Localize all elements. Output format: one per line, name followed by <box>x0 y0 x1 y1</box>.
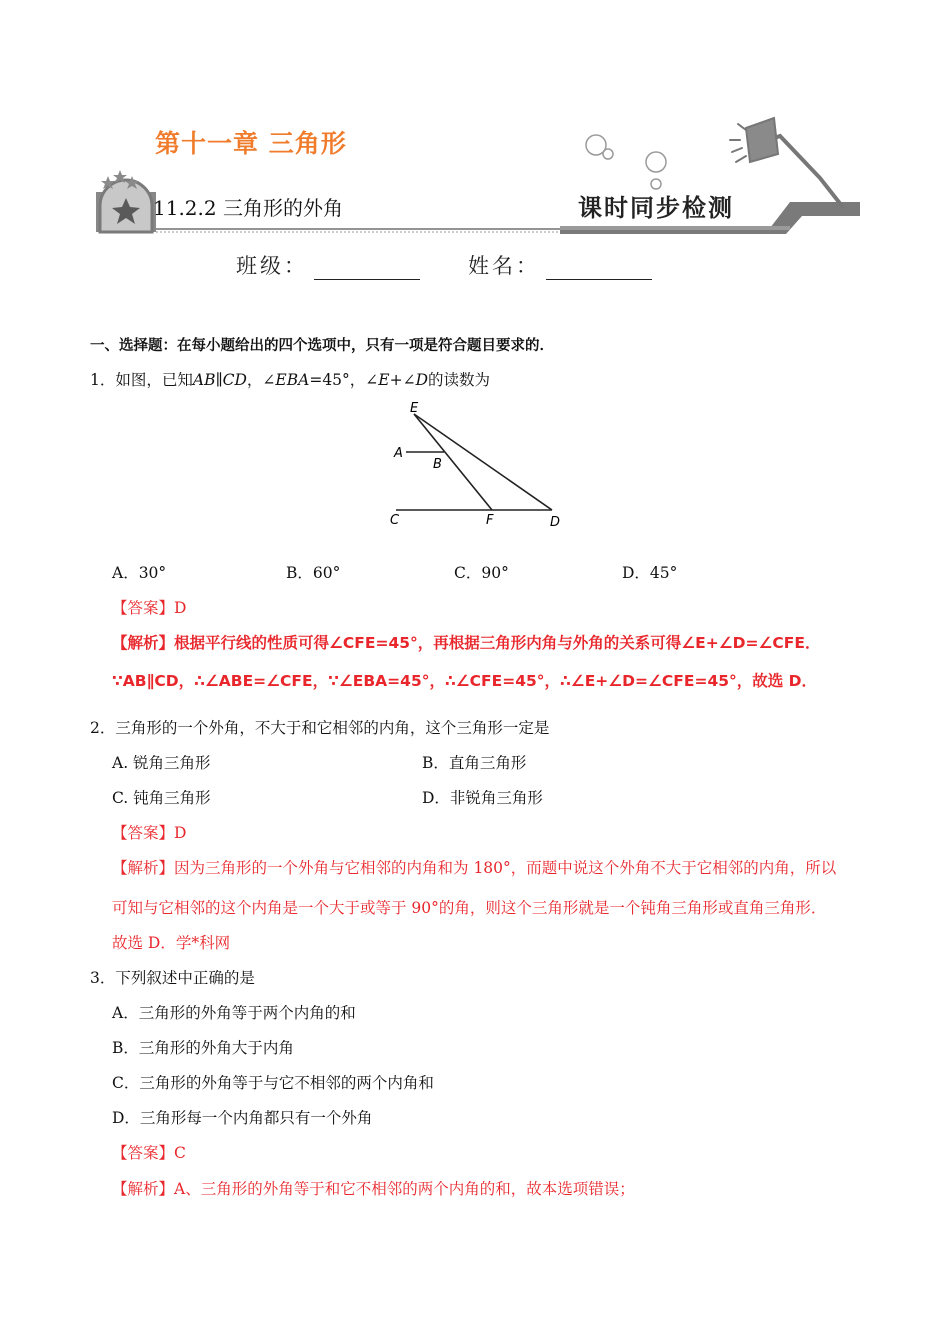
q2-option-a: A. 锐角三角形 <box>112 754 211 772</box>
q1-option-b: B．60° <box>286 564 341 582</box>
q3-option-c: C．三角形的外角等于与它不相邻的两个内角和 <box>112 1074 434 1092</box>
q2-answer: 【答案】D <box>112 824 187 842</box>
line-EF <box>414 414 492 510</box>
q2-option-d: D．非锐角三角形 <box>422 789 543 807</box>
name-field <box>468 250 652 280</box>
class-blank <box>314 259 420 280</box>
q2-analysis-line-3: 故选 D．学*科网 <box>112 934 231 952</box>
q1-option-d: D．45° <box>622 564 678 582</box>
q2-analysis-line-2: 可知与它相邻的这个内角是一个大于或等于 90°的角，则这个三角形就是一个钝角三角形或直角三角形． <box>112 899 827 917</box>
q1-analysis-line-2: ∵AB∥CD，∴∠ABE=∠CFE，∵∠EBA=45°，∴∠CFE=45°，∴∠E+∠D=∠CFE=45°，故选 D． <box>112 672 818 690</box>
section-heading: 一、选择题：在每小题给出的四个选项中，只有一项是符合题目要求的． <box>90 338 554 354</box>
class-field <box>236 250 420 280</box>
question-3-stem: 3．下列叙述中正确的是 <box>90 969 255 987</box>
chapter-title: 第十一章 三角形 <box>155 129 347 158</box>
banner-label: 课时同步检测 <box>578 193 734 222</box>
question-2-stem: 2．三角形的一个外角，不大于和它相邻的内角，这个三角形一定是 <box>90 719 550 737</box>
q3-option-b: B．三角形的外角大于内角 <box>112 1039 294 1057</box>
star-badge-icon <box>96 170 156 232</box>
label-B: B <box>433 457 442 472</box>
class-label: 班级： <box>236 254 308 278</box>
q3-analysis-line-1: 【解析】A、三角形的外角等于和它不相邻的两个内角的和，故本选项错误； <box>112 1180 635 1198</box>
q1-option-a: A．30° <box>112 564 167 582</box>
label-D: D <box>550 515 561 530</box>
q3-answer: 【答案】C <box>112 1144 186 1162</box>
question-1-figure <box>380 396 580 536</box>
name-blank <box>546 259 652 280</box>
label-E: E <box>410 401 419 416</box>
q1-answer: 【答案】D <box>112 599 187 617</box>
question-1-stem: 1．如图，已知AB∥CD，∠EBA=45°，∠E+∠D的读数为 <box>90 371 491 389</box>
section-title: 11.2.2 三角形的外角 <box>153 196 343 220</box>
name-label: 姓名： <box>468 254 540 278</box>
q1-analysis-line-1: 【解析】根据平行线的性质可得∠CFE=45°，再根据三角形内角与外角的关系可得∠E+∠D=∠CFE． <box>112 634 821 652</box>
q2-option-c: C. 钝角三角形 <box>112 789 211 807</box>
label-C: C <box>390 513 400 528</box>
label-F: F <box>486 513 494 528</box>
q3-option-d: D．三角形每一个内角都只有一个外角 <box>112 1109 373 1127</box>
label-A: A <box>394 446 403 461</box>
desk-lamp-icon <box>730 118 842 206</box>
q1-option-c: C．90° <box>454 564 509 582</box>
q2-option-b: B．直角三角形 <box>422 754 527 772</box>
q3-option-a: A．三角形的外角等于两个内角的和 <box>112 1004 356 1022</box>
q2-analysis-line-1: 【解析】因为三角形的一个外角与它相邻的内角和为 180°，而题中说这个外角不大于它相邻的内角，所以 <box>112 859 837 877</box>
